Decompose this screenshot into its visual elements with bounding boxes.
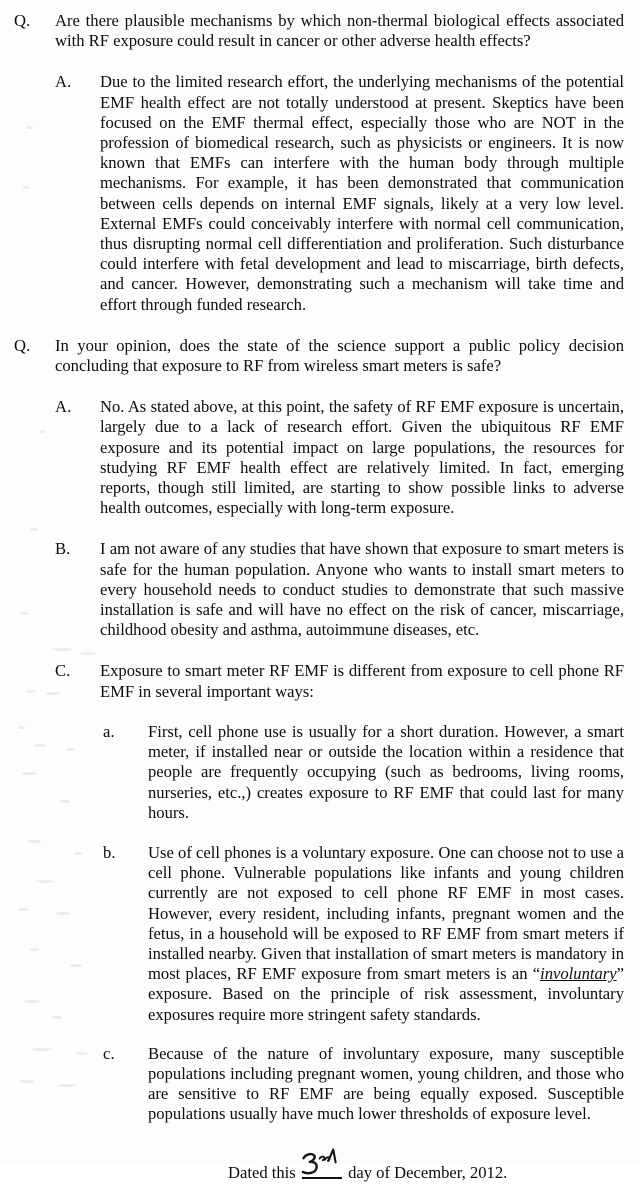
question-block xyxy=(14,336,624,376)
sub-item-block xyxy=(103,722,624,823)
block-text: I am not aware of any studies that have shown that exposure to smart meters is safe for the human population. Anyone who wants to install smart meters to every household needs to conduct studies to demonstrate that such massive installation is safe and will have no effect on the risk of cancer, miscarriage, childhood obesity and asthma, autoimmune diseases, etc. xyxy=(100,539,624,640)
block-label: A. xyxy=(55,397,72,417)
block-text: First, cell phone use is usually for a short duration. However, a smart meter, if installed near or outside the location within a residence that people are frequently occupying (such as bedrooms, living rooms, nurseries, etc.,) creates exposure to RF EMF that could last for many hours. xyxy=(148,721,624,822)
answer-block xyxy=(55,72,624,314)
sub-item-block xyxy=(103,843,624,1025)
dateline-suffix: day of December, 2012. xyxy=(348,1162,508,1182)
block-label: a. xyxy=(103,721,115,741)
block-text: No. As stated above, at this point, the safety of RF EMF exposure is uncertain, largely due to a lack of research effort. Given the ubiquitous RF EMF exposure and its potential impact on large populations, the resources for studying RF EMF health effect are relatively limited. In fact, emerging reports, though still limited, are starting to show possible links to adverse health outcomes, especially with long-term exposure. xyxy=(100,397,624,518)
block-label: c. xyxy=(103,1043,115,1063)
block-text: Exposure to smart meter RF EMF is different from exposure to cell phone RF EMF in several important ways: xyxy=(100,661,624,701)
block-text: Are there plausible mechanisms by which non-thermal biological effects associated with RF exposure could result in cancer or other adverse health effects? xyxy=(55,11,624,51)
question-block xyxy=(14,11,624,51)
answer-block xyxy=(55,397,624,518)
block-label: Q. xyxy=(14,11,31,30)
block-label: A. xyxy=(55,72,72,92)
dateline xyxy=(228,1163,507,1183)
block-label: C. xyxy=(55,661,71,681)
block-label: b. xyxy=(103,842,116,862)
block-text: Due to the limited research effort, the underlying mechanisms of the potential EMF health effect are not totally understood at present. Skeptics have been focused on the EMF thermal effect, especially those who are NOT in the profession of biomedical research, such as physicists or engineers. It is now known that EMFs can interfere with the human body through multiple mechanisms. For example, it has been demonstrated that communication between cells depends on internal EMF signals, likely at a very low level. External EMFs could conceivably interfere with normal cell communication, thus disrupting normal cell differentiation and proliferation. Such disturbance could interfere with fetal development and lead to miscarriage, birth defects, and cancer. However, demonstrating such a mechanism will take time and effort through funded research. xyxy=(100,72,624,314)
date-blank-rule xyxy=(302,1177,342,1179)
answer-block xyxy=(55,661,624,701)
block-text: Because of the nature of involuntary exposure, many susceptible populations including pregnant women, young children, and those who are sensitive to RF EMF are being equally exposed. Susceptible populations usually have much lower thresholds of exposure level. xyxy=(148,1043,624,1124)
sub-item-block xyxy=(103,1044,624,1125)
block-label: Q. xyxy=(14,335,31,355)
dateline-prefix: Dated this xyxy=(228,1162,296,1182)
answer-block xyxy=(55,539,624,640)
block-text: Use of cell phones is a voluntary exposure. One can choose not to use a cell phone. Vulnerable populations like infants and young children currently are not exposed to cell phone RF EMF in most cases. However, every resident, including infants, pregnant women and the fetus, in a household will be exposed to RF EMF from smart meters if installed nearby. Given that installation of smart meters is mandatory in most places, RF EMF exposure from smart meters is an “involuntary” exposure. Based on the principle of risk assessment, involuntary exposures require more stringent safety standards. xyxy=(148,842,624,1024)
block-text: In your opinion, does the state of the science support a public policy decision concluding that exposure to RF from wireless smart meters is safe? xyxy=(55,335,624,376)
block-label: B. xyxy=(55,539,71,559)
